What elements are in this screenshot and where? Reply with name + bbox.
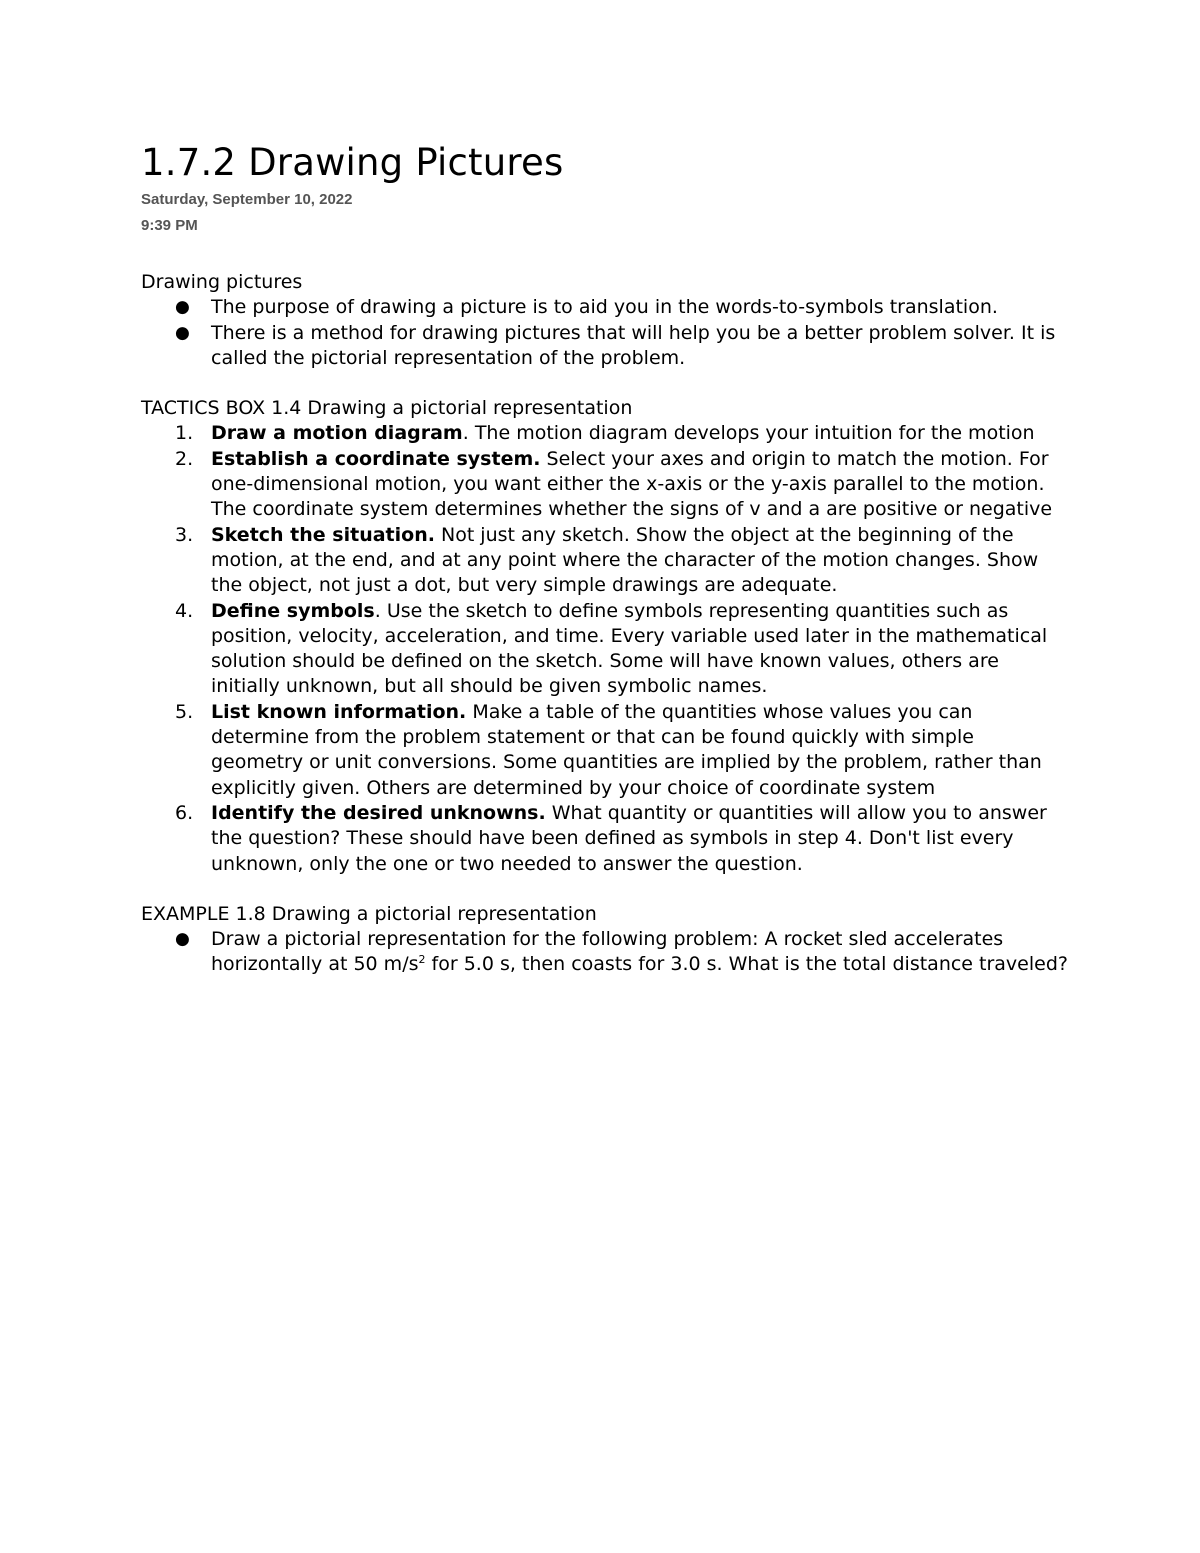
list-number: 3. bbox=[175, 523, 194, 546]
list-item-text-before: Draw a pictorial representation for the following problem: A rocket sled accelerates horizontally at 50 m/s bbox=[211, 928, 1004, 976]
bullet-list bbox=[141, 927, 1071, 978]
numbered-list bbox=[141, 421, 1071, 876]
list-number: 5. bbox=[175, 700, 194, 723]
list-item bbox=[141, 447, 1071, 523]
list-item-text: The purpose of drawing a picture is to aid you in the words-to-symbols translation. bbox=[211, 296, 998, 319]
step-lead: Identify the desired unknowns. bbox=[211, 801, 546, 824]
note-page bbox=[141, 140, 1071, 978]
list-item bbox=[141, 599, 1071, 700]
step-lead: List known information. bbox=[211, 700, 467, 723]
step-text: What quantity or quantities will allow you to answer the question? These should have been defined as symbols in step 4. Don't list every unknown, only the one or two needed to answer the question. bbox=[211, 801, 1047, 875]
drawing-pictures-section bbox=[141, 270, 1071, 371]
list-item bbox=[141, 321, 1071, 372]
bullet-icon: ● bbox=[175, 297, 190, 318]
step-lead: Sketch the situation. bbox=[211, 523, 435, 546]
section-heading: TACTICS BOX 1.4 Drawing a pictorial representation bbox=[141, 397, 633, 420]
section-heading: EXAMPLE 1.8 Drawing a pictorial representation bbox=[141, 902, 597, 925]
tactics-box-section bbox=[141, 396, 1071, 877]
bullet-icon: ● bbox=[175, 322, 190, 343]
step-text: . Use the sketch to define symbols representing quantities such as position, velocity, acceleration, and time. Every variable used later in the mathematical solution should be defined on the sketch. Some will have known values, others are initially unknown, but all should be given symbolic names. bbox=[211, 599, 1048, 698]
bullet-list bbox=[141, 295, 1071, 371]
list-item bbox=[141, 801, 1071, 877]
step-lead: Establish a coordinate system. bbox=[211, 447, 541, 470]
list-item-text: There is a method for drawing pictures that will help you be a better problem solver. It is called the pictorial representation of the problem. bbox=[211, 321, 1056, 369]
step-text: Make a table of the quantities whose values you can determine from the problem statement or that can be found quickly with simple geometry or unit conversions. Some quantities are implied by the problem, rather than explicitly given. Others are determined by your choice of coordinate system bbox=[211, 700, 1042, 799]
superscript: 2 bbox=[418, 953, 426, 967]
list-number: 1. bbox=[175, 422, 194, 445]
step-text: Not just any sketch. Show the object at the beginning of the motion, at the end, and at any point where the character of the motion changes. Show the object, not just a dot, but very simple drawings are adequate. bbox=[211, 523, 1039, 597]
list-number: 4. bbox=[175, 599, 194, 622]
step-text: . The motion diagram develops your intuition for the motion bbox=[462, 422, 1035, 445]
section-heading: Drawing pictures bbox=[141, 271, 303, 293]
note-time: 9:39 PM bbox=[141, 217, 198, 234]
list-number: 2. bbox=[175, 447, 194, 470]
step-text: Select your axes and origin to match the motion. For one-dimensional motion, you want either the x-axis or the y-axis parallel to the motion. The coordinate system determines whether the signs of v and a are positive or negative bbox=[211, 447, 1053, 521]
list-item bbox=[141, 523, 1071, 599]
list-item-text-after: for 5.0 s, then coasts for 3.0 s. What is the total distance traveled? bbox=[425, 953, 1068, 976]
list-item bbox=[141, 700, 1071, 801]
bullet-icon: ● bbox=[175, 929, 190, 950]
list-item bbox=[141, 295, 1071, 320]
example-section bbox=[141, 902, 1071, 978]
page-title: 1.7.2 Drawing Pictures bbox=[141, 141, 564, 184]
list-item bbox=[141, 927, 1071, 978]
note-date: Saturday, September 10, 2022 bbox=[141, 191, 353, 208]
list-number: 6. bbox=[175, 801, 194, 824]
list-item bbox=[141, 421, 1071, 446]
step-lead: Define symbols bbox=[211, 599, 375, 622]
step-lead: Draw a motion diagram bbox=[211, 422, 463, 445]
